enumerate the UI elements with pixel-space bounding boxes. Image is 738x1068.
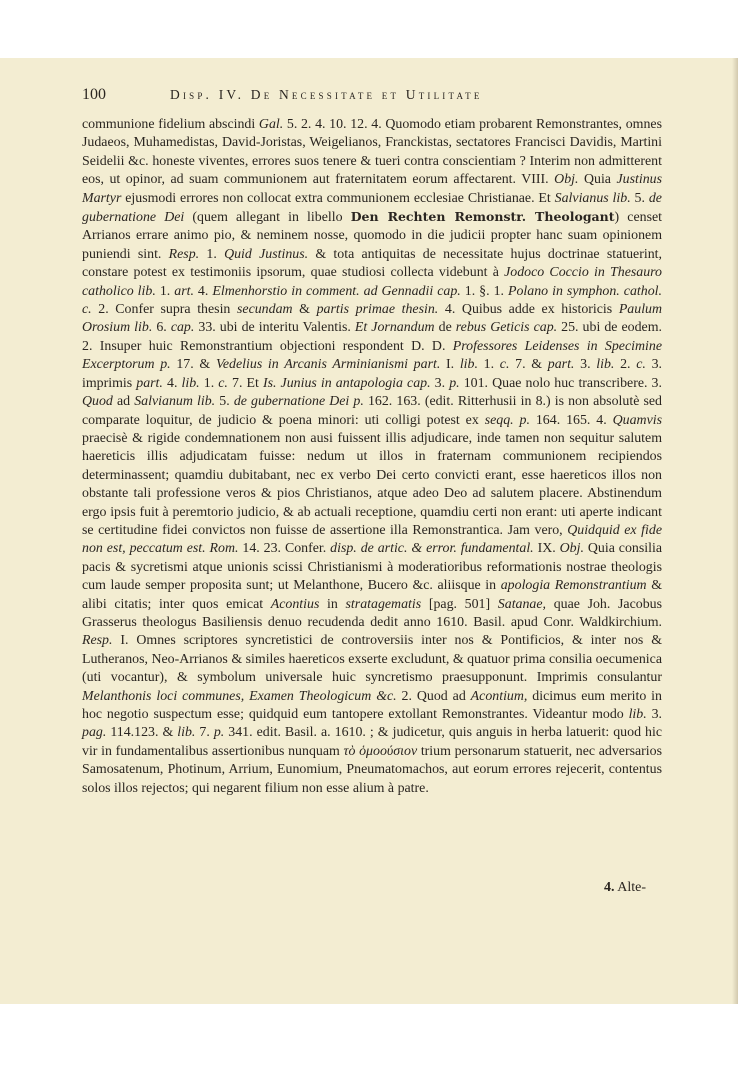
text: 4.: [193, 283, 213, 299]
text: 2.: [614, 357, 637, 373]
text: 1. §. 1.: [460, 283, 508, 299]
citation: Quamvis: [612, 412, 662, 428]
text: & alibi citatis; inter quos emicat: [82, 578, 662, 612]
citation: stratagematis: [345, 596, 422, 612]
citation: lib.: [177, 725, 196, 741]
text: 7. &: [509, 357, 548, 373]
citation: Is. Junius in antapologia cap.: [262, 375, 431, 391]
text: Quia consilia pacis & sycretismi atque unionis scissi Christianismi à moderatioribus reformationis nostrae theologis cum laude semper proposita sunt; ut Melanthone, Bucero &c. aliisque in: [82, 541, 662, 594]
citation: Salvianus lib.: [554, 190, 631, 206]
text: 25. ubi de eodem. 2. Insuper huic Remonstrantium objectioni respondent D. D.: [82, 320, 663, 354]
text: 3. imprimis: [82, 357, 662, 391]
citation: apologia Remonstrantium: [500, 578, 647, 594]
citation: Acontius: [270, 596, 320, 612]
citation: secundam: [237, 302, 293, 318]
citation: lib.: [628, 707, 647, 722]
text: communione fidelium abscindi: [82, 117, 259, 132]
citation: Resp.: [82, 633, 113, 649]
catchword-number: 4.: [604, 880, 615, 895]
text: Quia: [578, 172, 617, 188]
text: I.: [440, 357, 460, 373]
text: (quem allegant in libello: [184, 210, 351, 226]
text: 33. ubi de interitu Valentis.: [194, 320, 355, 336]
text: ad: [112, 394, 135, 410]
citation: de gubernatione Dei: [82, 190, 662, 226]
text: [pag. 501]: [421, 596, 498, 612]
citation: Obj.: [559, 541, 584, 557]
citation: Professores Leidenses in Specimine Excerptorum p.: [82, 338, 662, 373]
text: ejusmodi errores non collocat extra communionem ecclesiae Christianae. Et: [121, 190, 555, 206]
text: I. Omnes scriptores syncretistici de controversiis inter nos & Pontificios, & inter nos & Lutheranos, Neo-Arrianos & similes haereticos exserte excludunt, & quatuor prima consilia oecumenica (uti vocantur), & symbolum universale huic syncretismo praesupponunt. Imprimis consulantur: [82, 633, 662, 686]
citation: part.: [547, 357, 575, 373]
text: & tota antiquitas de necessitate hujus doctrinae statuerint, constare potest ex testimoniis ipsorum, quae studiosi collecta videbunt à: [82, 246, 662, 281]
citation: Quod: [82, 394, 113, 410]
text: trium personarum statuerit, nec adversarios Samosatenum, Photinum, Arrium, Eunomium, Pneumatomachos, aut eorum errores rejecerit, contentus solos illos rejectos; qui negarent filium non esse alium à patre.: [82, 743, 662, 796]
citation: art.: [174, 283, 194, 299]
text: ) censet Arrianos errare animo pio, & neminem nosse, quomodo in die judicii propter hanc suam opinionem puniendi sint.: [82, 210, 662, 262]
citation: rebus Geticis cap.: [455, 320, 558, 336]
text: 14. 23. Confer.: [238, 541, 331, 557]
text: 7. Et: [227, 375, 263, 391]
citation: lib.: [459, 357, 478, 373]
citation: cap.: [170, 320, 195, 336]
citation: Polano in symphon. cathol. c.: [82, 283, 662, 318]
text: 3.: [646, 707, 662, 722]
citation: c.: [218, 375, 228, 391]
page-edge-shadow: [732, 58, 738, 1004]
text: in: [319, 596, 346, 612]
text: IX.: [533, 541, 560, 557]
text: 6.: [152, 320, 171, 336]
text: 1.: [477, 357, 500, 373]
text: 341. edit. Basil. a. 1610. ; & judicetur, quis anguis in herba latuerit: quod hic vir in fundamentalibus assertionibus nunquam: [82, 725, 662, 759]
citation: Acontium,: [470, 688, 528, 704]
citation: disp. de artic. & error. fundamental.: [330, 541, 534, 557]
citation: part.: [136, 375, 163, 391]
text: 1.: [199, 246, 225, 262]
citation: c.: [636, 357, 646, 373]
citation: Resp.: [168, 246, 200, 262]
citation: p.: [449, 375, 460, 391]
page-header: [82, 86, 662, 106]
page-number: 100: [82, 86, 106, 103]
citation: pag.: [82, 725, 107, 741]
blackletter-title: Den Rechten Remonstr. Theologant: [350, 209, 615, 225]
citation: Quidquid ex fide non est, peccatum est. Rom.: [82, 522, 662, 557]
text: 162. 163. (edit. Ritterhusii in 8.) is non absolutè sed comparate loquitur, de judicio & poena minori: uti colligi potest ex: [82, 394, 662, 428]
citation: p.: [213, 725, 225, 741]
text: 17. &: [170, 357, 216, 373]
text: dicimus eum merito in hoc negotio suspectum esse; quidquid eum tantopere extollant Remonstrantes. Videantur modo: [82, 688, 662, 722]
text: 5.: [215, 394, 234, 410]
text: 1.: [155, 283, 175, 299]
citation: Melanthonis loci communes, Examen Theologicum &c.: [82, 688, 397, 704]
citation: Satanae,: [497, 596, 547, 612]
citation: Gal.: [258, 117, 284, 132]
citation: lib.: [181, 375, 200, 391]
text: 114.123. &: [106, 725, 178, 741]
text: praecisè & rigide condemnationem non ausi fuissent illis adjudicare, inde tamen non sequitur salutem haereticis illis adjudicatam fuisse: nedum ut illos in fraternam communionem recipiendos determinassent; quamdiu dubitabant, nec ex verbo Dei certo convicti erant, esse haereticos illos non obstante tali professione veros & pios Christianos, atque adeo Deo ad salutem placere. Abstinendum ergo ipsis fuit à peremtorio judicio, & ab actuali receptione, quamdiu certi non erant: uti aperte indicant se certitudine fidei convictos non fuisse de assertione illa Remonstrantica. Jam vero,: [82, 430, 662, 538]
body-paragraph: [82, 116, 662, 798]
greek-phrase: τὸ ὁμοούσιον: [343, 743, 418, 759]
citation: de gubernatione Dei p.: [233, 394, 364, 410]
citation: Et Jornandum: [354, 320, 435, 336]
text: 5. 2. 4. 10. 12. 4. Quomodo etiam probarent Remonstrantes, omnes Judaeos, Muhamedistas, David-Joristas, Weigelianos, Franckistas, sectatores Francisci Davidis, Martini Seidelii &c. honeste viventes, errores suos tenere & tueri contra conscientiam ? Interim non admitterent eos, ut opinor, ad suam communionem aut fraternitatem eorum affectarent. VIII.: [82, 117, 662, 188]
text: 2. Confer supra thesin: [91, 302, 237, 318]
text: 2. Quod ad: [396, 688, 471, 704]
citation: partis primae thesin.: [316, 302, 439, 318]
citation: Salvianum lib.: [134, 394, 216, 410]
running-title: Disp. IV. De Necessitate et Utilitate: [170, 87, 483, 102]
text: 3.: [574, 357, 597, 373]
citation: lib.: [596, 357, 615, 373]
text: 4.: [162, 375, 182, 391]
text: &: [292, 302, 317, 318]
text: 101. Quae nolo huc transcribere. 3.: [459, 375, 662, 391]
citation: seqq. p.: [484, 412, 530, 428]
text: 5.: [630, 190, 649, 206]
citation: Quid Justinus.: [224, 246, 309, 262]
text: 3.: [430, 375, 450, 391]
text: 1.: [199, 375, 219, 391]
citation: Vedelius in Arcanis Arminianismi part.: [215, 357, 441, 373]
citation: c.: [499, 357, 510, 373]
citation: Paulum Orosium lib.: [82, 302, 663, 336]
citation: Jodoco Coccio in Thesauro catholico lib.: [82, 265, 662, 299]
catchword-text: Alte-: [617, 880, 646, 895]
citation: Elmenhorstio in comment. ad Gennadii cap.: [212, 283, 461, 299]
citation: Justinus Martyr: [82, 172, 663, 206]
text: 7.: [195, 725, 214, 741]
citation: Obj.: [554, 172, 579, 188]
text: 164. 165. 4.: [529, 412, 613, 428]
text: de: [434, 320, 456, 336]
text: 4. Quibus adde ex historicis: [438, 302, 619, 318]
text: quae Joh. Jacobus Grasserus theologus Basiliensis denuo recudenda dedit anno 1610. Basil. apud Conr. Waldkirchium.: [82, 596, 662, 630]
catchword: [604, 880, 646, 896]
